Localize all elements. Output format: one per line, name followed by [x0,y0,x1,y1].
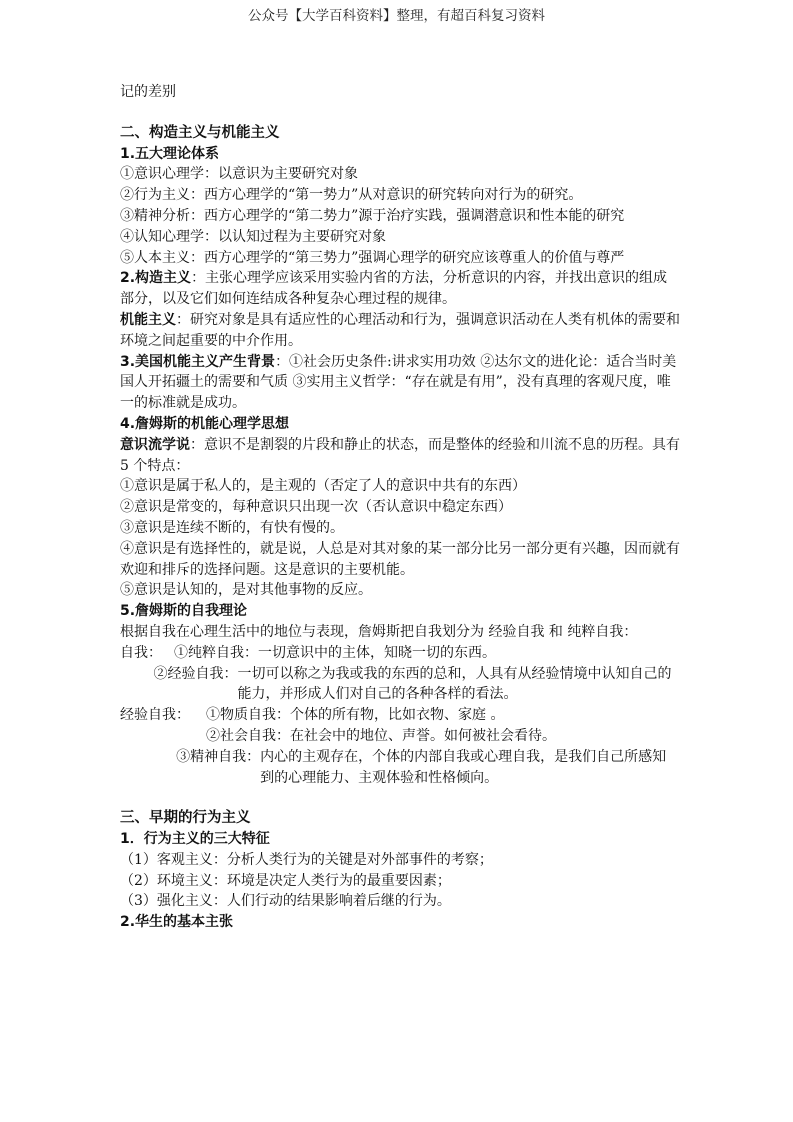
paragraph-stream [120,435,680,477]
list-item: ③意识是连续不断的，有快有慢的。 [120,519,344,536]
subsection-title: 4.詹姆斯的机能心理学思想 [120,415,290,432]
self-pure-row [120,643,680,664]
spirit-self-text: 内心的主观存在，个体的内部自我或心理自我，是我们自己所感知到的心理能力、主观体验和性格倾向。 [260,748,667,786]
social-self-label: ②社会自我： [206,727,290,744]
term-text: ：意识不是割裂的片段和静止的状态，而是整体的经验和川流不息的历程。具有 5 个特点： [120,436,680,474]
list-item: （1）客观主义：分析人类行为的关键是对外部事件的考察； [120,851,493,868]
pure-self-text: 一切意识中的主体，知晓一切的东西。 [258,644,496,661]
document-body [120,82,680,933]
exp-self-label: ②经验自我： [153,665,238,682]
term-label: 3.美国机能主义产生背景 [120,353,276,370]
term-label: 机能主义 [120,311,176,328]
self-label: 自我： [120,644,162,661]
paragraph-functionalism [120,310,680,352]
carry-over-text: 记的差别 [120,84,176,100]
list-item: ①意识心理学：以意识为主要研究对象 [120,166,358,183]
list-item: ②意识是常变的，每种意识只出现一次（否认意识中稳定东西） [120,499,512,516]
spirit-self-label: ③精神自我： [176,748,261,765]
paragraph-structuralism [120,268,680,310]
social-self-text: 在社会中的地位、声誉。如何被社会看待。 [290,727,556,744]
social-self-row [120,726,680,747]
pure-self-label: ①纯粹自我： [174,644,258,661]
list-item: ④意识是有选择性的，就是说，人总是对其对象的某一部分比另一部分更有兴趣，因而就有欢迎和排斥的选择问题。这是意识的主要机能。 [120,540,680,578]
material-self-text: 个体的所有物，比如衣物、家庭 。 [290,707,505,724]
page-header: 公众号【大学百科资料】整理，有超百科复习资料 [248,8,545,24]
paragraph-background [120,352,680,414]
term-text: ：①社会历史条件:讲求实用功效 ②达尔文的进化论：适合当时美国人开拓疆土的需要和气质 ③实用主义哲学：“存在就是有用”，没有真理的客观尺度，唯一的标准就是成功。 [120,353,677,412]
list-item: ④认知心理学：以认知过程为主要研究对象 [120,228,386,245]
material-self-row [120,705,680,726]
section-title: 三、早期的行为主义 [120,810,251,827]
subsection-title: 2.华生的基本主张 [120,914,234,931]
subsection-title: 1．行为主义的三大特征 [120,831,270,848]
paragraph-self-intro: 根据自我在心理生活中的地位与表现，詹姆斯把自我划分为 经验自我 和 纯粹自我： [120,623,638,640]
term-text: ：主张心理学应该采用实验内省的方法，分析意识的内容，并找出意识的组成部分，以及它们如何连结成各种复杂心理过程的规律。 [120,270,668,308]
expself-label: 经验自我： [120,707,190,724]
list-item: ⑤意识是认知的，是对其他事物的反应。 [120,582,372,599]
list-item: （3）强化主义：人们行动的结果影响着后继的行为。 [120,893,451,910]
material-self-label: ①物质自我： [206,707,290,724]
list-item: ⑤人本主义：西方心理学的“第三势力”强调心理学的研究应该尊重人的价值与尊严 [120,249,625,266]
term-label: 2.构造主义 [120,270,192,287]
list-item: ③精神分析：西方心理学的“第二势力”源于治疗实践，强调潜意识和性本能的研究 [120,207,625,224]
list-item: （2）环境主义：环境是决定人类行为的最重要因素； [120,872,451,889]
term-text: ：研究对象是具有适应性的心理活动和行为，强调意识活动在人类有机体的需要和环境之间起重要的中介作用。 [120,311,680,349]
exp-self-text: 一切可以称之为我或我的东西的总和，人具有从经验情境中认知自己的能力，并形成人们对自己的各种各样的看法。 [237,665,672,703]
list-item: ②行为主义：西方心理学的“第一势力”从对意识的研究转向对行为的研究。 [120,187,583,204]
term-label: 意识流学说 [120,436,190,453]
subsection-title: 5.詹姆斯的自我理论 [120,603,248,620]
list-item: ①意识是属于私人的，是主观的（否定了人的意识中共有的东西） [120,478,526,495]
self-exp-row [120,664,680,706]
subsection-title: 1.五大理论体系 [120,145,220,162]
spirit-self-row [120,747,680,789]
section-title: 二、构造主义与机能主义 [120,124,280,141]
